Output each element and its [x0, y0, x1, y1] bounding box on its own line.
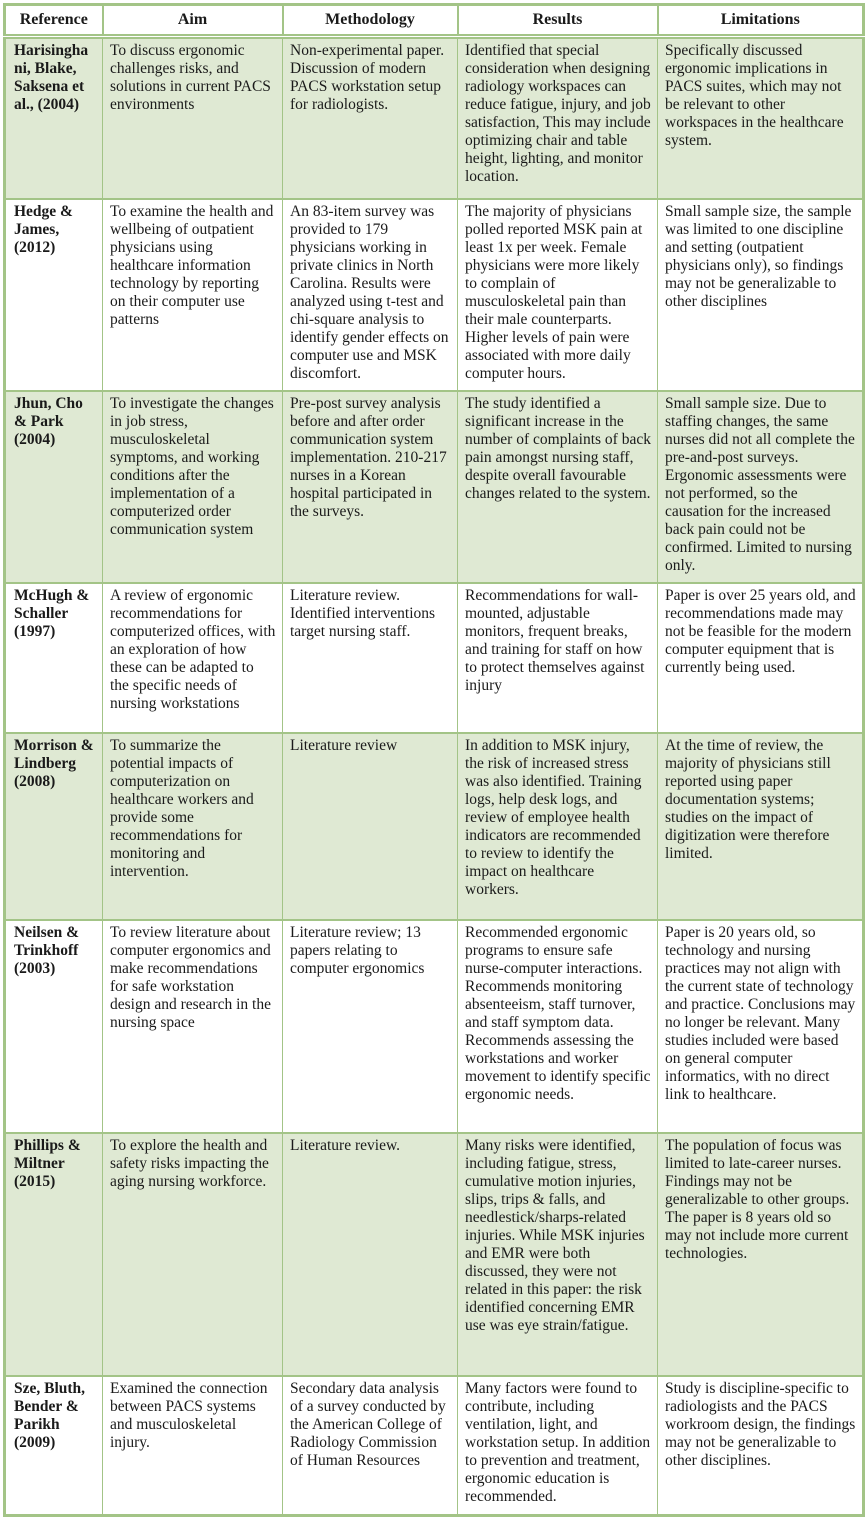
cell-results: In addition to MSK injury, the risk of increased stress was also identified. Training logs, help desk logs, and review of employee health indicators are recommended to review to identify the impact on healthcare workers.: [458, 733, 658, 920]
cell-aim: To explore the health and safety risks impacting the aging nursing workforce.: [103, 1133, 283, 1376]
cell-results: The majority of physicians polled reported MSK pain at least 1x per week. Female physicians were more likely to complain of musculoskeletal pain than their male counterparts. Higher levels of pain were associated with more daily computer hours.: [458, 199, 658, 391]
cell-methodology: Literature review; 13 papers relating to computer ergonomics: [283, 920, 458, 1133]
column-header-limitations: Limitations: [658, 5, 864, 37]
cell-methodology: Secondary data analysis of a survey conducted by the American College of Radiology Commission of Human Resources: [283, 1376, 458, 1516]
table-row: [5, 920, 864, 1133]
column-header-results: Results: [458, 5, 658, 37]
cell-methodology: An 83-item survey was provided to 179 physicians working in private clinics in North Carolina. Results were analyzed using t-test and chi-square analysis to identify gender effects on computer use and MSK discomfort.: [283, 199, 458, 391]
table-row: [5, 391, 864, 583]
cell-results: Many factors were found to contribute, including ventilation, light, and workstation setup. In addition to prevention and treatment, ergonomic education is recommended.: [458, 1376, 658, 1516]
table-row: [5, 733, 864, 920]
table-row: [5, 583, 864, 733]
column-header-aim: Aim: [103, 5, 283, 37]
table-row: [5, 37, 864, 199]
cell-aim: To review literature about computer ergonomics and make recommendations for safe workstation design and research in the nursing space: [103, 920, 283, 1133]
cell-results: The study identified a significant increase in the number of complaints of back pain amongst nursing staff, despite overall favourable changes related to the system.: [458, 391, 658, 583]
column-header-reference: Reference: [5, 5, 103, 37]
table-body: [5, 37, 864, 1516]
literature-review-table: [3, 3, 865, 1517]
column-header-methodology: Methodology: [283, 5, 458, 37]
cell-aim: A review of ergonomic recommendations for computerized offices, with an exploration of how these can be adapted to the specific needs of nursing workstations: [103, 583, 283, 733]
cell-results: Identified that special consideration when designing radiology workspaces can reduce fatigue, injury, and job satisfaction, This may include optimizing chair and table height, lighting, and monitor location.: [458, 37, 658, 199]
cell-aim: To discuss ergonomic challenges risks, and solutions in current PACS environments: [103, 37, 283, 199]
cell-results: Recommended ergonomic programs to ensure safe nurse-computer interactions. Recommends monitoring absenteeism, staff turnover, and staff symptom data. Recommends assessing the workstations and worker movement to identify specific ergonomic needs.: [458, 920, 658, 1133]
cell-methodology: Non-experimental paper. Discussion of modern PACS workstation setup for radiologists.: [283, 37, 458, 199]
cell-reference: Hedge & James, (2012): [5, 199, 103, 391]
cell-results: Recommendations for wall-mounted, adjustable monitors, frequent breaks, and training for staff on how to protect themselves against injury: [458, 583, 658, 733]
cell-methodology: Literature review: [283, 733, 458, 920]
table-row: [5, 199, 864, 391]
cell-aim: To summarize the potential impacts of computerization on healthcare workers and provide some recommendations for monitoring and intervention.: [103, 733, 283, 920]
cell-limitations: Small sample size. Due to staffing changes, the same nurses did not all complete the pre-and-post surveys. Ergonomic assessments were not performed, so the causation for the increased back pain could not be confirmed. Limited to nursing only.: [658, 391, 864, 583]
table-row: [5, 1376, 864, 1516]
cell-limitations: Small sample size, the sample was limited to one discipline and setting (outpatient physicians only), so findings may not be generalizable to other disciplines: [658, 199, 864, 391]
cell-limitations: Study is discipline-specific to radiologists and the PACS workroom design, the findings may not be generalizable to other disciplines.: [658, 1376, 864, 1516]
cell-aim: Examined the connection between PACS systems and musculoskeletal injury.: [103, 1376, 283, 1516]
cell-reference: McHugh & Schaller (1997): [5, 583, 103, 733]
cell-limitations: The population of focus was limited to late-career nurses. Findings may not be generalizable to other groups. The paper is 8 years old so may not include more current technologies.: [658, 1133, 864, 1376]
cell-reference: Phillips & Miltner (2015): [5, 1133, 103, 1376]
cell-limitations: Paper is 20 years old, so technology and nursing practices may not align with the current state of technology and practice. Conclusions may no longer be relevant. Many studies included were based on general computer informatics, with no direct link to healthcare.: [658, 920, 864, 1133]
table-row: [5, 1133, 864, 1376]
cell-methodology: Literature review.: [283, 1133, 458, 1376]
cell-reference: Neilsen & Trinkhoff (2003): [5, 920, 103, 1133]
cell-methodology: Pre-post survey analysis before and after order communication system implementation. 210-217 nurses in a Korean hospital participated in the surveys.: [283, 391, 458, 583]
cell-limitations: Paper is over 25 years old, and recommendations made may not be feasible for the modern computer equipment that is currently being used.: [658, 583, 864, 733]
cell-reference: Jhun, Cho & Park (2004): [5, 391, 103, 583]
cell-reference: Harisinghani, Blake, Saksena et al., (2004): [5, 37, 103, 199]
cell-reference: Morrison & Lindberg (2008): [5, 733, 103, 920]
cell-reference: Sze, Bluth, Bender & Parikh (2009): [5, 1376, 103, 1516]
header-row: [5, 5, 864, 37]
cell-methodology: Literature review. Identified interventions target nursing staff.: [283, 583, 458, 733]
cell-results: Many risks were identified, including fatigue, stress, cumulative motion injuries, slips, trips & falls, and needlestick/sharps-related injuries. While MSK injuries and EMR were both discussed, they were not related in this paper: the risk identified concerning EMR use was eye strain/fatigue.: [458, 1133, 658, 1376]
cell-aim: To examine the health and wellbeing of outpatient physicians using healthcare information technology by reporting on their computer use patterns: [103, 199, 283, 391]
cell-limitations: Specifically discussed ergonomic implications in PACS suites, which may not be relevant to other workspaces in the healthcare system.: [658, 37, 864, 199]
cell-limitations: At the time of review, the majority of physicians still reported using paper documentation systems; studies on the impact of digitization were therefore limited.: [658, 733, 864, 920]
cell-aim: To investigate the changes in job stress, musculoskeletal symptoms, and working conditions after the implementation of a computerized order communication system: [103, 391, 283, 583]
